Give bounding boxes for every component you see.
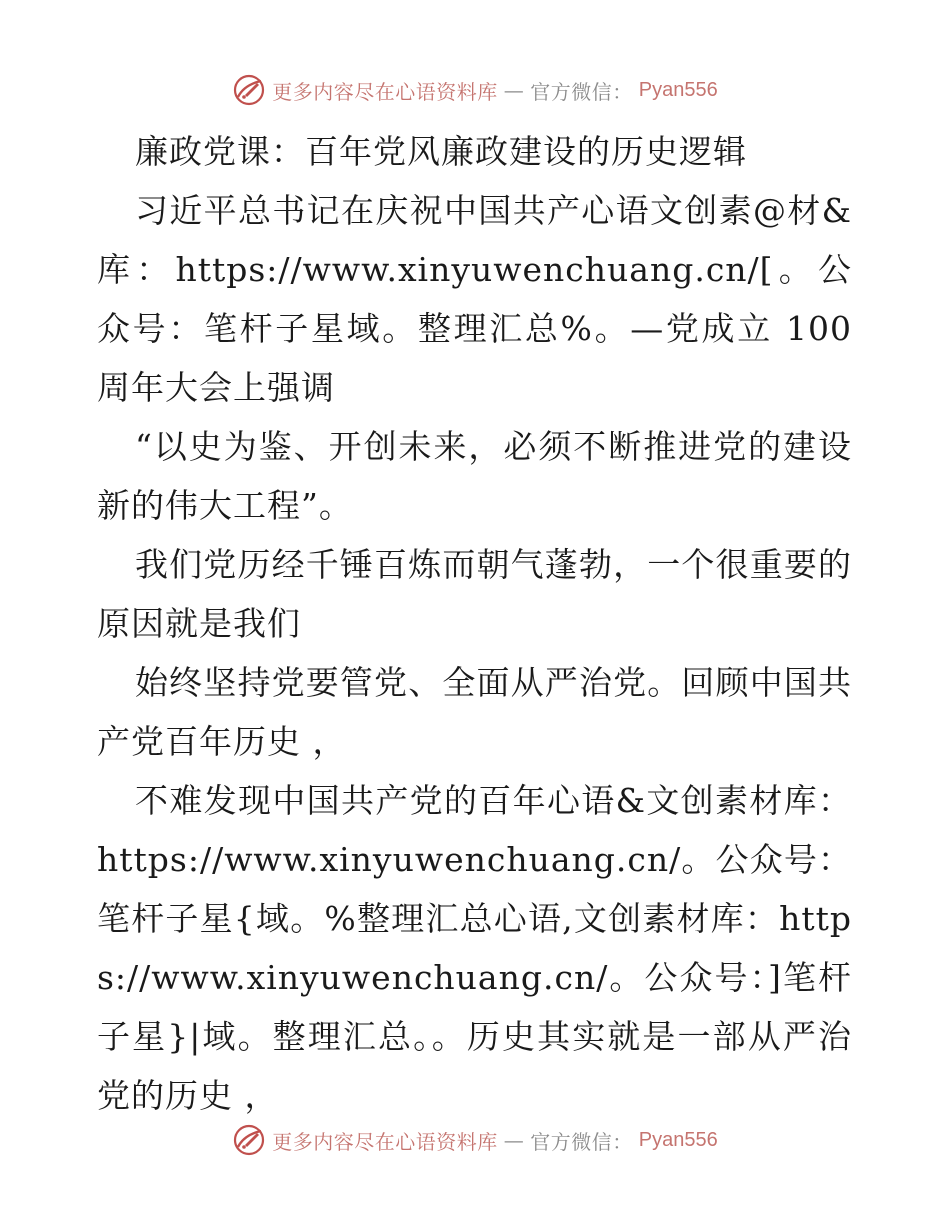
watermark-wechat-label: 官方微信： — [530, 79, 633, 104]
pen-seal-logo-icon — [232, 1123, 266, 1157]
watermark-wechat-label: 官方微信： — [530, 1129, 633, 1154]
watermark-dash: — — [503, 1128, 525, 1152]
paragraph: “以史为鉴、开创未来，必须不断推进党的建设新的伟大工程”。 — [97, 427, 852, 525]
watermark-site-text: 更多内容尽在心语资料库 — [272, 79, 498, 104]
header-watermark-content — [232, 73, 717, 107]
document-title: 廉政党课：百年党风廉政建设的历史逻辑 — [135, 132, 747, 171]
footer-watermark-banner — [0, 1120, 950, 1160]
paragraph: 习近平总书记在庆祝中国共产心语文创素@材&库：https://www.xinyuwenchuang.cn/[。公众号：笔杆子星域。整理汇总%。—党成立 100 周年大会上强调 — [97, 191, 852, 407]
footer-watermark-content — [232, 1123, 717, 1157]
watermark-site-text: 更多内容尽在心语资料库 — [272, 1129, 498, 1154]
paragraph: 不难发现中国共产党的百年心语&文创素材库：https://www.xinyuwenchuang.cn/。公众号：笔杆子星{域。%整理汇总心语,文创素材库：https://www.xinyuwenchuang.cn/。公众号：]笔杆子星}|域。整理汇总。。历史其实就是一部从严治党的历史 ， — [97, 781, 852, 1115]
paragraph: 我们党历经千锤百炼而朝气蓬勃，一个很重要的原因就是我们 — [97, 545, 852, 643]
document-body — [97, 122, 852, 1125]
watermark-dash: — — [503, 78, 525, 102]
pen-seal-logo-icon — [232, 73, 266, 107]
header-watermark-banner — [0, 70, 950, 110]
paragraph: 始终坚持党要管党、全面从严治党。回顾中国共产党百年历史 ， — [97, 663, 852, 761]
watermark-wechat-id: Pyan556 — [638, 1128, 718, 1151]
watermark-wechat-id: Pyan556 — [638, 78, 718, 101]
